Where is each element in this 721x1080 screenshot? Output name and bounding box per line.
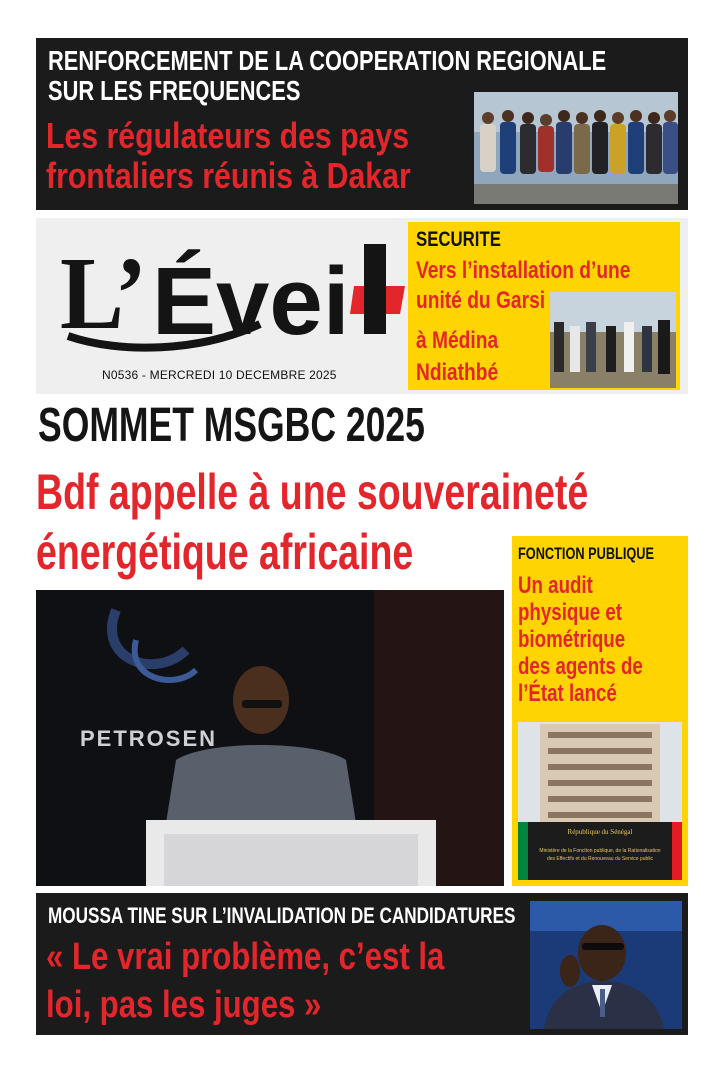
bottom-story-banner[interactable] [36, 893, 688, 1035]
top-story-banner[interactable] [36, 38, 688, 210]
sign-title: République du Sénégal [567, 828, 633, 836]
bottom-story-headline [46, 933, 444, 1029]
top-kicker-line: RENFORCEMENT DE LA COOPERATION REGIONALE [48, 45, 607, 76]
bottom-headline-line: loi, pas les juges » [46, 984, 322, 1026]
securite-headline-line: à Médina [416, 327, 499, 354]
securite-story-box[interactable] [408, 222, 680, 390]
securite-headline-line: unité du Garsi [416, 287, 546, 314]
securite-kicker: SECURITE [416, 228, 501, 251]
top-headline-line: frontaliers réunis à Dakar [46, 155, 411, 196]
sign-line: des Effectifs et du Renouveau du Service public [546, 856, 654, 862]
fonction-publique-headline-line: biométrique [518, 626, 626, 653]
main-headline-line: énergétique africaine [36, 524, 414, 580]
top-story-group-photo [474, 92, 678, 204]
fonction-publique-story-box[interactable] [512, 536, 688, 886]
fonction-publique-headline-line: physique et [518, 599, 623, 626]
securite-headline-line: Vers l’installation d’une [416, 257, 631, 284]
top-headline-line: Les régulateurs des pays [46, 115, 410, 156]
fonction-publique-headline-line: des agents de [518, 653, 643, 680]
main-story-kicker: SOMMET MSGBC 2025 [38, 399, 425, 452]
top-story-headline [46, 116, 411, 196]
issue-date-line: N0536 - MERCREDI 10 DECEMBRE 2025 [102, 368, 337, 382]
svg-text:L’: L’ [60, 235, 147, 351]
main-headline-line: Bdf appelle à une souveraineté [36, 464, 589, 520]
bottom-headline-line: « Le vrai problème, c’est la [46, 936, 445, 978]
fonction-publique-headline-line: l’État lancé [518, 680, 617, 707]
fonction-publique-kicker: FONCTION PUBLIQUE [518, 544, 655, 563]
eveil-logo [60, 224, 405, 354]
bottom-story-kicker: MOUSSA TINE SUR L’INVALIDATION DE CANDIDATURES [48, 903, 516, 928]
svg-text:Évei: Évei [152, 248, 350, 354]
bottom-story-portrait [530, 901, 682, 1029]
main-story-photo[interactable] [36, 590, 504, 886]
fonction-publique-headline-line: Un audit [518, 572, 593, 599]
top-kicker-line: SUR LES FREQUENCES [48, 75, 301, 106]
petrosen-backdrop-text: PETROSEN [80, 726, 218, 751]
fonction-publique-building-photo [518, 722, 682, 880]
sign-line: Ministère de la Fonction publique, de la Rationalisation [539, 848, 661, 854]
securite-photo [550, 292, 676, 388]
main-story-headline[interactable] [36, 462, 588, 582]
securite-headline-line: Ndiathbé [416, 359, 499, 386]
